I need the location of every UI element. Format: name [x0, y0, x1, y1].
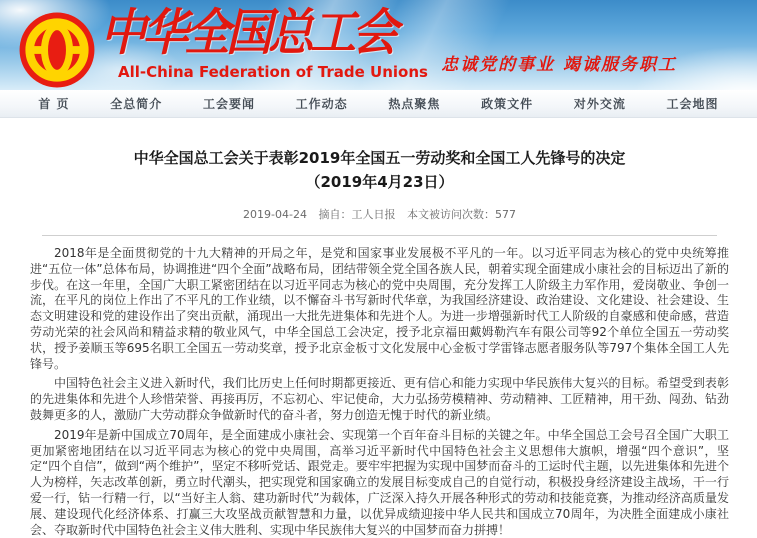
- article-paragraph-1: 2018年是全面贯彻党的十九大精神的开局之年，是党和国家事业发展极不平凡的一年。以习近平同志为核心的党中央统筹推进“五位一体”总体布局，协调推进“四个全面”战略布局，团结带领全党全国各族人民，朝着实现全面建成小康社会的目标迈出了新的步伐。在这一年里，全国广大职工紧密团结在以习近平同志为核心的党中央周围，充分发挥工人阶级主力军作用，爱岗敬业、争创一流，在平凡的岗位上作出了不平凡的工作业绩，以不懈奋斗书写新时代华章，为我国经济建设、政治建设、文化建设、社会建设、生态文明建设和党的建设作出了突出贡献，涌现出一大批先进集体和先进个人。为进一步增强新时代工人阶级的自豪感和使命感，营造劳动光荣的社会风尚和精益求精的敬业风气，中华全国总工会决定，授予北京福田戴姆勒汽车有限公司等92个单位全国五一劳动奖状，授予姜顺玉等695名职工全国五一劳动奖章，授予北京金板寸文化发展中心金板寸学雷锋志愿者服务队等797个集体全国工人先锋号。: [30, 246, 729, 371]
- article-paragraph-3: 2019年是新中国成立70周年，是全面建成小康社会、实现第一个百年奋斗目标的关键之年。中华全国总工会号召全国广大职工更加紧密地团结在以习近平同志为核心的党中央周围，高举习近平新时代中国特色社会主义思想伟大旗帜，增强“四个意识”，坚定“四个自信”，做到“两个维护”，坚定不移听党话、跟党走。要牢牢把握为实现中国梦而奋斗的工运时代主题，以先进集体和先进个人为榜样，矢志改革创新，勇立时代潮头，把实现党和国家确立的发展目标变成自己的自觉行动，积极投身经济建设主战场，干一行爱一行，钻一行精一行，以“当好主人翁、建功新时代”为载体，广泛深入持久开展各种形式的劳动和技能竞赛，为推动经济高质量发展、建设现代化经济体系、打赢三大攻坚战贡献智慧和力量，以优异成绩迎接中华人民共和国成立70周年，为决胜全面建成小康社会、夺取新时代中国特色社会主义伟大胜利、实现中华民族伟大复兴的中国梦而奋力拼搏！: [30, 427, 729, 537]
- header-slogan: 忠诚党的事业 竭诚服务职工: [441, 55, 677, 75]
- article-visit-count: 本文被访问次数：577: [406, 208, 516, 221]
- article-meta: [30, 206, 729, 222]
- nav-item-hot-topics[interactable]: 热点聚焦: [388, 97, 441, 111]
- article-title-line1: 中华全国总工会关于表彰2019年全国五一劳动奖和全国工人先锋号的决定: [133, 149, 626, 167]
- nav-item-foreign-exchange[interactable]: 对外交流: [573, 97, 626, 111]
- article-body: [30, 246, 729, 538]
- article-title-date-line: （2019年4月23日）: [305, 173, 454, 191]
- nav-item-union-news[interactable]: 工会要闻: [202, 97, 255, 111]
- article-paragraph-2: 中国特色社会主义进入新时代，我们比历史上任何时期都更接近、更有信心和能力实现中华民族伟大复兴的目标。希望受到表彰的先进集体和先进个人珍惜荣誉、再接再厉，不忘初心、牢记使命，大力弘扬劳模精神、劳动精神、工匠精神，用干劲、闯劲、钻劲鼓舞更多的人，激励广大劳动群众争做新时代的奋斗者，努力创造无愧于时代的新业绩。: [30, 376, 729, 422]
- title-body-divider: [42, 235, 717, 236]
- main-navigation: [0, 90, 757, 118]
- site-title-calligraphy: 中华全国总工会: [100, 2, 394, 62]
- nav-item-policy-documents[interactable]: 政策文件: [481, 97, 534, 111]
- article-title: [30, 146, 729, 194]
- nav-item-acftu-intro[interactable]: 全总简介: [110, 97, 163, 111]
- nav-item-work-updates[interactable]: 工作动态: [295, 97, 348, 111]
- article-date: 2019-04-24: [243, 208, 307, 221]
- site-title-english: All-China Federation of Trade Unions: [118, 63, 428, 81]
- nav-item-home[interactable]: 首 页: [38, 97, 70, 111]
- nav-item-union-map[interactable]: 工会地图: [666, 97, 719, 111]
- article-container: [0, 118, 757, 538]
- site-header-banner: [0, 0, 757, 90]
- article-source: 摘自：工人日报: [318, 208, 396, 221]
- acftu-emblem-icon[interactable]: [18, 11, 96, 89]
